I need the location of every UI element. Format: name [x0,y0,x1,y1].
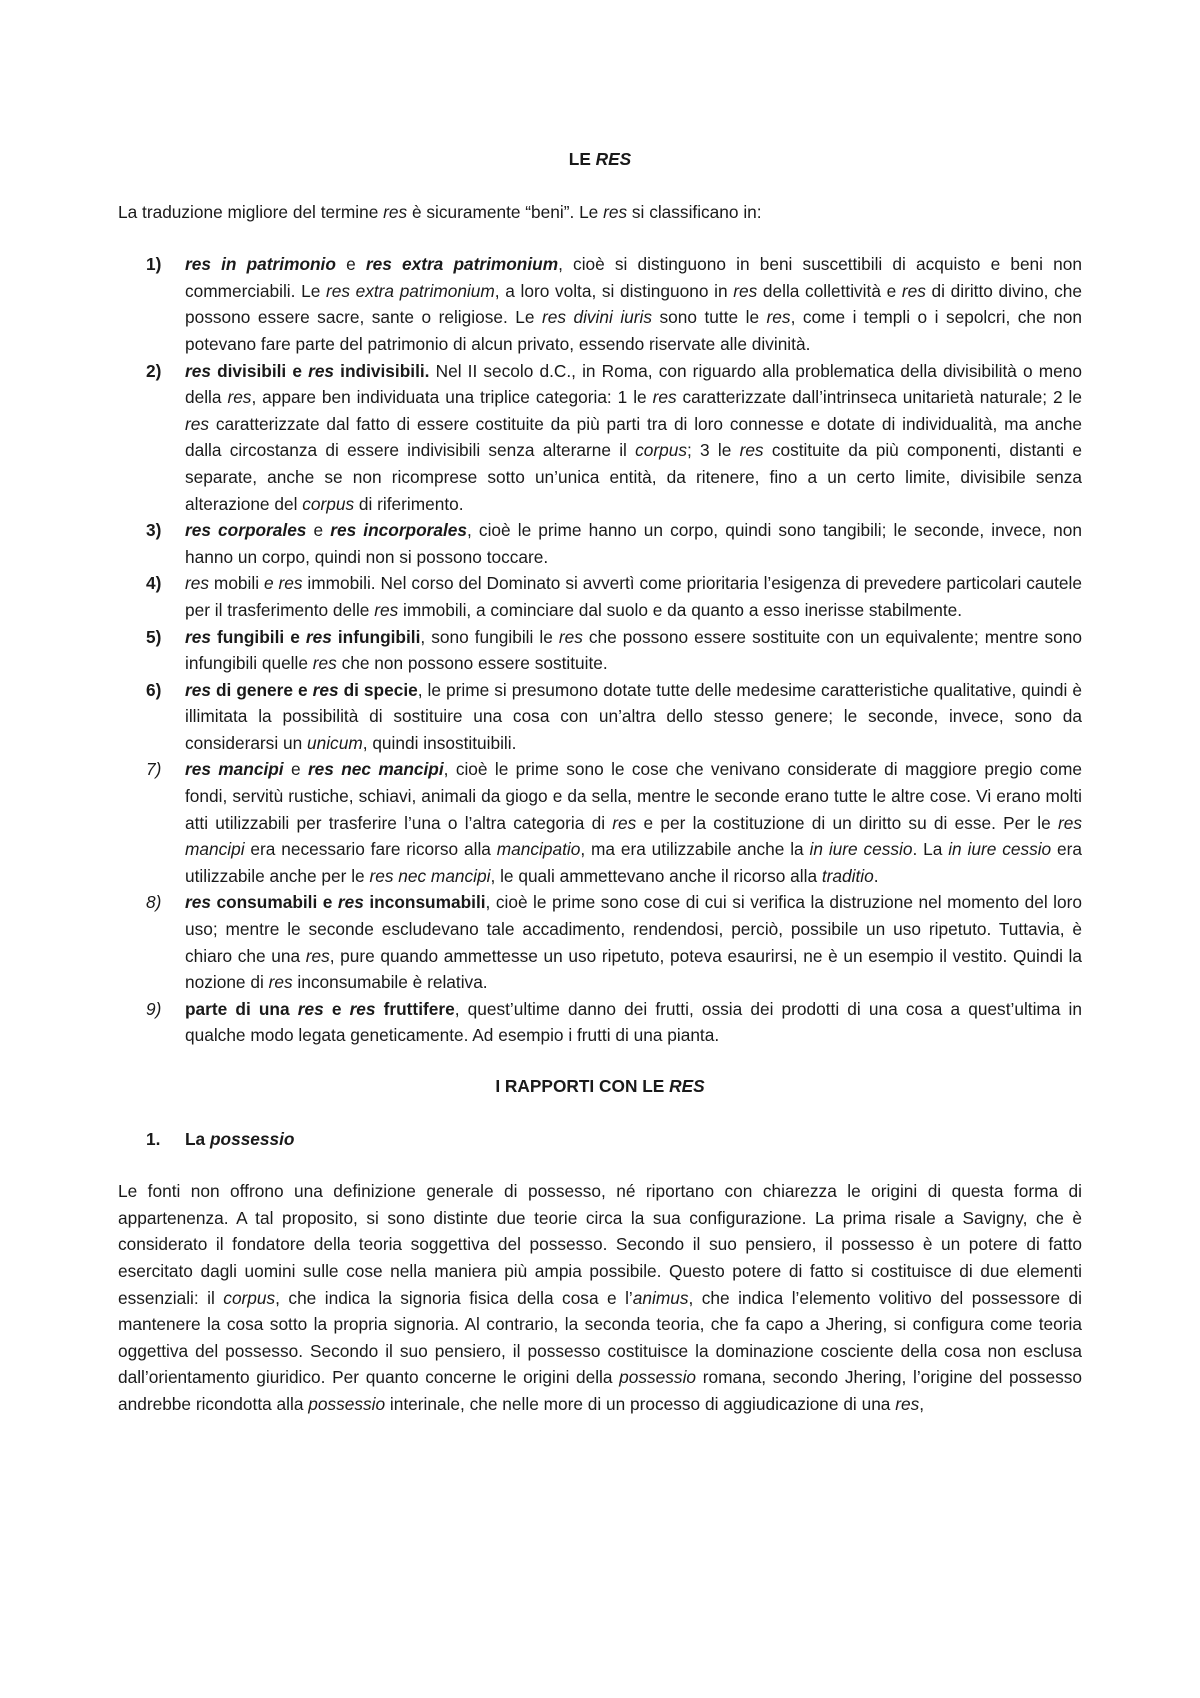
paragraph-text: , che indica l’elemento volitivo del possessore di mantenere la cosa sotto la propria signoria. Al contrario, la seconda teoria, che fa capo a Jhering, si configura come teoria oggettiva del possesso. Secondo il suo pensiero, il possesso costituisce la dominazione cosciente della cosa non esclusa dall’orientamento giuridico. Per quanto concerne le origini della [118,1287,1083,1388]
intro-term: res [383,201,408,222]
item-number: 7) [146,759,162,780]
item-term: res [312,653,337,674]
item-number: 3) [146,520,162,541]
intro-paragraph [118,199,1082,226]
item-text: che non possono essere sostituite. [336,653,608,674]
item-heading: res corporales [185,520,307,541]
item-term: res nec mancipi [369,865,491,886]
item-text: e [306,520,331,541]
paragraph-term: possessio [619,1367,697,1388]
item-term: res [733,280,758,301]
item-heading: res [185,360,211,381]
item-text: caratterizzate dall’intrinseca unitarietà naturale; 2 le [676,387,1082,408]
item-number: 9) [146,998,162,1019]
item-text: di riferimento. [354,493,464,514]
item-text: immobili. Nel corso del Dominato si avvertì come prioritaria l’esigenza di prevedere particolari cautele per il trasferimento delle [185,573,1082,620]
item-term: in iure cessio [809,839,913,860]
item-heading: res [185,892,211,913]
paragraph-text: , che indica la signoria fisica della cosa e l’ [275,1287,633,1308]
item-text: , a loro volta, si distinguono in [494,280,734,301]
list-item [118,570,1082,623]
item-text: era utilizzabile anche per le [185,839,1083,886]
title-prefix: LE [568,149,596,169]
item-number: 6) [146,679,162,700]
intro-text: è sicuramente “beni”. Le [407,201,604,222]
item-number: 4) [146,573,162,594]
item-text: , cioè le prime sono cose di cui si verifica la distruzione nel momento del loro uso; mentre le seconde escludevano tale accadimento, rendendosi, perciò, possibile un uso ripetuto. Tuttavia, è chiaro che una [185,892,1082,966]
item-text: , cioè si distinguono in beni suscettibili di acquisto e beni non commerciabili. Le [185,254,1083,301]
item-heading: res [305,626,332,647]
item-text: caratterizzate dal fatto di essere costituite da più parti tra di loro connesse e dotate di individualità, ma anche dalla circostanza di essere indivisibili senza alterarne il [185,413,1082,461]
item-text: di diritto divino, che possono essere sacre, sante o religiose. Le [185,280,1082,328]
item-term: res [558,626,583,647]
list-item [118,889,1082,995]
item-term: res extra patrimonium [325,280,495,301]
item-term: res [185,573,210,594]
paragraph-term: corpus [223,1287,276,1308]
item-text: era necessario fare ricorso alla [244,839,497,860]
item-term: res [612,812,637,833]
paragraph-text: romana, secondo Jhering, l’origine del possesso andrebbe ricondotta alla [118,1367,1082,1414]
page-title [118,146,1082,173]
subsection-heading [118,1126,1082,1153]
intro-text: La traduzione migliore del termine [118,201,384,222]
item-term: res [739,440,764,461]
intro-term: res [603,201,628,222]
item-text: . La [912,839,949,860]
section-title [118,1073,1082,1100]
paragraph-term: animus [632,1287,689,1308]
item-text: , pure quando ammettesse un uso ripetuto, poteva esaurirsi, ne è un esempio il vestito. Quindi la nozione di [185,945,1083,993]
item-heading: infungibili [331,626,421,647]
item-text: , le prime si presumono dotate tutte delle medesime caratteristiche qualitative, quindi è illimitata la possibilità di sostituire una cosa con un’altra dello stesso genere; le seconde, invece, sono da considerarsi un [185,679,1082,753]
item-heading: res incorporales [330,520,468,541]
list-item [118,756,1082,889]
item-text: , come i templi o i sepolcri, che non potevano fare parte del patrimonio di alcun privato, essendo riservate alle divinità. [185,307,1082,354]
item-heading: res [312,679,339,700]
item-text: , cioè le prime hanno un corpo, quindi sono tangibili; le seconde, invece, non hanno un corpo, quindi non si possono toccare. [185,520,1082,567]
item-heading: res [308,360,335,381]
item-term: corpus [635,440,687,461]
item-term: res [374,599,399,620]
list-item [118,358,1082,518]
list-item [118,996,1082,1049]
item-text: sono tutte le [652,307,767,328]
item-text: e [283,759,308,780]
item-heading: parte di una [185,998,298,1019]
item-text: , quest’ultime danno dei frutti, ossia dei prodotti di una cosa a quest’ultima in qualche modo legata geneticamente. Ad esempio i frutti di una pianta. [185,998,1083,1046]
item-heading: res [297,998,324,1019]
item-heading: res [185,679,211,700]
item-number: 5) [146,626,162,647]
list-item [118,624,1082,677]
item-heading: res [337,892,364,913]
item-text: , sono fungibili le [420,626,559,647]
item-heading: res mancipi [185,759,284,780]
possessio-paragraph [118,1178,1082,1417]
item-heading: res extra patrimonium [365,254,559,275]
item-number: 8) [146,892,162,913]
item-term: mancipatio [496,839,581,860]
item-text: mobili [209,573,264,594]
intro-text: si classificano in: [627,201,762,222]
item-heading: consumabili e [210,892,338,913]
item-text: , le quali ammettevano anche il ricorso alla [490,865,822,886]
item-heading: fungibili e [210,626,306,647]
paragraph-term: possessio [308,1393,386,1414]
item-text: . [873,865,879,886]
item-number: 1) [146,254,162,275]
item-term: traditio [821,865,874,886]
item-text: costituite da più componenti, distanti e separate, anche se non ricomprese sotto un’unica entità, da ritenere, fino a un certo limite, divisibile senza alterazione del [185,440,1082,514]
item-heading: inconsumabili [363,892,486,913]
item-term: unicum [307,732,363,753]
item-term: res [901,280,926,301]
item-term: res mancipi [185,812,1082,860]
item-text: inconsumabile è relativa. [292,972,488,993]
paragraph-term: res [895,1393,920,1414]
item-heading: fruttifere [375,998,455,1019]
list-item [118,517,1082,570]
item-term: corpus [302,493,355,514]
list-item [118,251,1082,357]
paragraph-text: , [919,1393,925,1414]
title-res: RES [595,149,632,169]
item-text: della collettività e [757,280,902,301]
item-text: Nel II secolo d.C., in Roma, con riguardo alla problematica della divisibilità o meno della [185,360,1082,408]
item-term: res [227,387,252,408]
item-heading: res in patrimonio [185,254,336,275]
item-heading: di specie [338,679,418,700]
res-classification-list [118,251,1082,1049]
item-heading: res [349,998,376,1019]
item-term: res [766,307,791,328]
subsection-term: possessio [209,1128,295,1149]
section-title-res: RES [669,1076,705,1096]
item-text: , appare ben individuata una triplice categoria: 1 le [251,387,653,408]
item-term: e res [263,573,303,594]
item-heading: e [323,998,350,1019]
paragraph-text: interinale, che nelle more di un processo di aggiudicazione di una [385,1393,896,1414]
item-text: , ma era utilizzabile anche la [580,839,810,860]
item-heading: res [185,626,211,647]
item-text: che possono essere sostituite con un equivalente; mentre sono infungibili quelle [185,626,1082,674]
item-text: e [335,254,366,275]
subsection-text: La [185,1128,210,1149]
item-heading: divisibili e [210,360,309,381]
item-term: res [652,387,677,408]
item-heading: di genere e [210,679,313,700]
item-heading: res nec mancipi [307,759,444,780]
list-item [118,677,1082,757]
item-term: res [268,972,293,993]
section-title-prefix: I RAPPORTI CON LE [495,1076,670,1096]
item-term: res [305,945,330,966]
item-term: res [185,413,210,434]
paragraph-text: Le fonti non offrono una definizione generale di possesso, né riportano con chiarezza le origini di questa forma di appartenenza. A tal proposito, si sono distinte due teorie circa la sua configurazione. La prima risale a Savigny, che è considerato il fondatore della teoria soggettiva del possesso. Secondo il suo pensiero, il possesso è un potere di fatto esercitato dagli uomini sulle cose nella maniera più ampia possibile. Questo potere di fatto si costituisce di due elementi essenziali: il [118,1181,1082,1308]
item-heading: indivisibili. [334,360,430,381]
item-term: in iure cessio [948,839,1052,860]
item-text: , quindi insostituibili. [362,732,517,753]
item-term: res divini iuris [541,307,653,328]
item-text: immobili, a cominciare dal suolo e da quanto a esso inerisse stabilmente. [398,599,963,620]
subsection-number: 1. [146,1128,161,1149]
item-text: , cioè le prime sono le cose che venivano considerate di maggiore pregio come fondi, servitù rustiche, schiavi, animali da giogo e da sella, mentre le seconde erano tutte le altre cose. Vi erano molti atti utilizzabili per trasferire l’una o l’altra categoria di [185,759,1082,833]
item-number: 2) [146,360,162,381]
item-text: e per la costituzione di un diritto su di esse. Per le [636,812,1058,833]
item-text: ; 3 le [686,440,740,461]
